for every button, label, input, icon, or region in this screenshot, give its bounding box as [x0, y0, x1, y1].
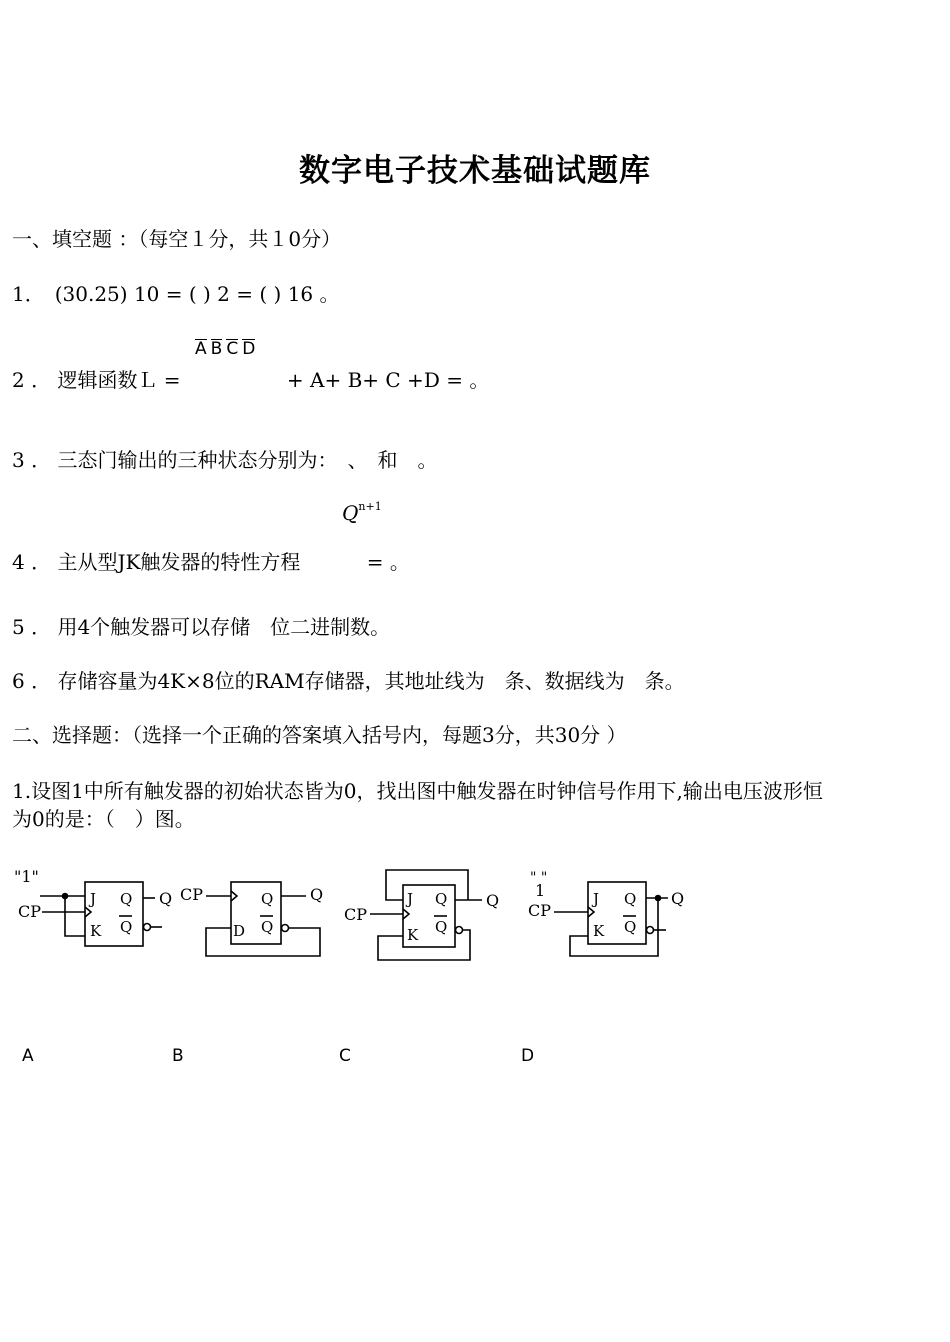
question-1-1: 1． (30.25) 10 = ( ) 2 = ( ) 16 。: [12, 282, 340, 306]
overline-d: D: [242, 339, 256, 359]
circuit-c-qbar: Q: [435, 918, 448, 936]
circuit-a-qbar: Q: [120, 918, 133, 936]
circuit-d: [528, 870, 684, 956]
question-2-1-line1: 1.设图1中所有触发器的初始状态皆为0，找出图中触发器在时钟信号作用下,输出电压波形恒: [12, 779, 823, 803]
circuit-d-qbar: Q: [624, 918, 637, 936]
circuit-c-j: J: [407, 890, 414, 908]
page-title: 数字电子技术基础试题库: [299, 153, 651, 189]
circuit-b-output: Q: [310, 885, 324, 904]
circuit-c-output: Q: [486, 891, 500, 910]
circuit-d-q: Q: [624, 890, 637, 908]
circuit-d-k: K: [593, 922, 605, 940]
circuit-d-quote: " ": [530, 870, 548, 886]
option-b-label: B: [172, 1046, 184, 1066]
section-2-heading: 二、选择题：（选择一个正确的答案填入括号内，每题3分，共30分 ）: [12, 723, 627, 747]
circuit-b-q: Q: [261, 890, 274, 908]
circuit-c-q: Q: [435, 890, 448, 908]
option-a-label: A: [22, 1046, 34, 1066]
circuit-d-input-label: 1: [535, 881, 546, 900]
overline-c: C: [226, 339, 239, 359]
question-1-5: 5 ． 用4个触发器可以存储 位二进制数。: [12, 615, 391, 639]
circuit-c-k: K: [407, 926, 419, 944]
circuit-a-cp-label: CP: [18, 902, 42, 921]
option-c-label: C: [339, 1046, 351, 1066]
question-1-3: 3 ． 三态门输出的三种状态分别为： 、 和 。: [12, 448, 438, 472]
figure-1-circuits: [10, 860, 710, 970]
circuit-d-j: J: [593, 890, 600, 908]
option-d-label: D: [521, 1046, 535, 1066]
overlined-variables: [195, 339, 259, 359]
circuit-b-cp-label: CP: [180, 885, 204, 904]
overline-b: B: [210, 339, 223, 359]
q-next-state-symbol: $Q^{n+1}$: [342, 500, 382, 525]
question-1-6: 6 ． 存储容量为4K×8位的RAM存储器，其地址线为 条、数据线为 条。: [12, 669, 685, 693]
circuit-a-input-label: "1": [14, 867, 39, 886]
question-2-1-line2: 为0的是：（ ）图。: [12, 807, 195, 831]
circuit-a-output: Q: [159, 889, 173, 908]
section-1-heading: 一、填空题 ：（每空１分，共１0分）: [12, 227, 342, 251]
circuit-c-cp-label: CP: [344, 905, 368, 924]
overline-a: A: [195, 339, 207, 359]
circuit-d-cp-label: CP: [528, 901, 552, 920]
circuit-d-output: Q: [671, 889, 685, 908]
circuit-a-j: J: [90, 890, 97, 908]
circuit-a-q: Q: [120, 890, 133, 908]
question-1-4: 4 ． 主从型JK触发器的特性方程 = 。: [12, 550, 410, 574]
circuit-a-k: K: [90, 922, 102, 940]
circuit-a: [14, 867, 172, 946]
circuit-b-qbar: Q: [261, 918, 274, 936]
circuit-b-d: D: [233, 922, 246, 940]
question-1-2: 2 ． 逻辑函数Ｌ = + A+ B+ C +D = 。: [12, 368, 490, 392]
circuit-b: [180, 882, 323, 956]
circuit-c: [344, 870, 499, 960]
